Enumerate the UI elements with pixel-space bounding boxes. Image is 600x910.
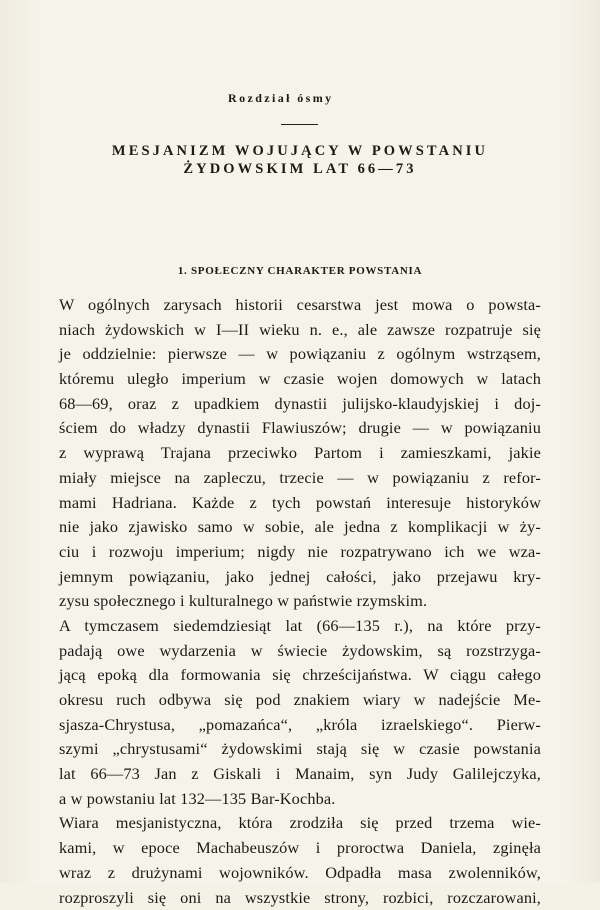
text-line: padają owe wydarzenia w świecie żydowskim, są rozstrzyga- (59, 639, 541, 664)
text-line: z wyprawą Trajana przeciwko Partom i zamieszkami, jakie (59, 441, 541, 466)
paragraph-2 (59, 614, 541, 812)
text-line: lat 66—73 Jan z Giskali i Manaim, syn Judy Galilejczyka, (59, 762, 541, 787)
paragraph-1 (59, 293, 541, 614)
text-line: nie jako zjawisko samo w sobie, ale jedna z komplikacji w ży- (59, 515, 541, 540)
body-text (59, 293, 541, 910)
text-line: kami, w epoce Machabeuszów i proroctwa Daniela, zginęła (59, 836, 541, 861)
text-line: okresu ruch odbywa się pod znakiem wiary w nadejście Me- (59, 688, 541, 713)
text-line: jącą epoką dla formowania się chrześcijaństwa. W ciągu całego (59, 663, 541, 688)
text-line: je oddzielnie: pierwsze — w powiązaniu z ogólnym wstrząsem, (59, 342, 541, 367)
text-line: jemnym powiązaniu, jako jednej całości, jako przejawu kry- (59, 565, 541, 590)
text-line: Wiara mesjanistyczna, która zrodziła się przed trzema wie- (59, 811, 541, 836)
chapter-title-line-1: MESJANIZM WOJUJĄCY W POWSTANIU (78, 143, 522, 160)
text-line: W ogólnych zarysach historii cesarstwa jest mowa o powsta- (59, 293, 541, 318)
text-line: zysu społecznego i kulturalnego w państwie rzymskim. (59, 589, 541, 614)
paragraph-3 (59, 811, 541, 910)
text-line: sjasza-Chrystusa, „pomazańca“, „króla izraelskiego“. Pierw- (59, 713, 541, 738)
text-line: rozproszyli się oni na wszystkie strony, rozbici, rozczarowani, (59, 886, 541, 910)
chapter-label: Rozdział ósmy (228, 91, 334, 106)
text-line: któremu uległo imperium w czasie wojen domowych w latach (59, 367, 541, 392)
text-line: niach żydowskich w I—II wieku n. e., ale zawsze rozpatruje się (59, 318, 541, 343)
text-line: mami Hadriana. Każde z tych powstań interesuje historyków (59, 491, 541, 516)
text-line: A tymczasem siedemdziesiąt lat (66—135 r.), na które przy- (59, 614, 541, 639)
text-line: szymi „chrystusami“ żydowskimi stają się w czasie powstania (59, 737, 541, 762)
text-line: ciu i rozwoju imperium; nigdy nie rozpatrywano ich we wza- (59, 540, 541, 565)
chapter-title-line-2: ŻYDOWSKIM LAT 66—73 (78, 161, 522, 178)
text-line: wraz z drużynami wojowników. Odpadła masa zwolenników, (59, 861, 541, 886)
text-line: a w powstaniu lat 132—135 Bar-Kochba. (59, 787, 541, 812)
text-line: 68—69, oraz z upadkiem dynastii julijsko-klaudyjskiej i doj- (59, 392, 541, 417)
text-line: miały miejsce na zapleczu, trzecie — w powiązaniu z refor- (59, 466, 541, 491)
title-divider (281, 124, 318, 125)
section-heading: 1. SPOŁECZNY CHARAKTER POWSTANIA (60, 265, 540, 277)
text-line: ściem do władzy dynastii Flawiuszów; drugie — w powiązaniu (59, 416, 541, 441)
